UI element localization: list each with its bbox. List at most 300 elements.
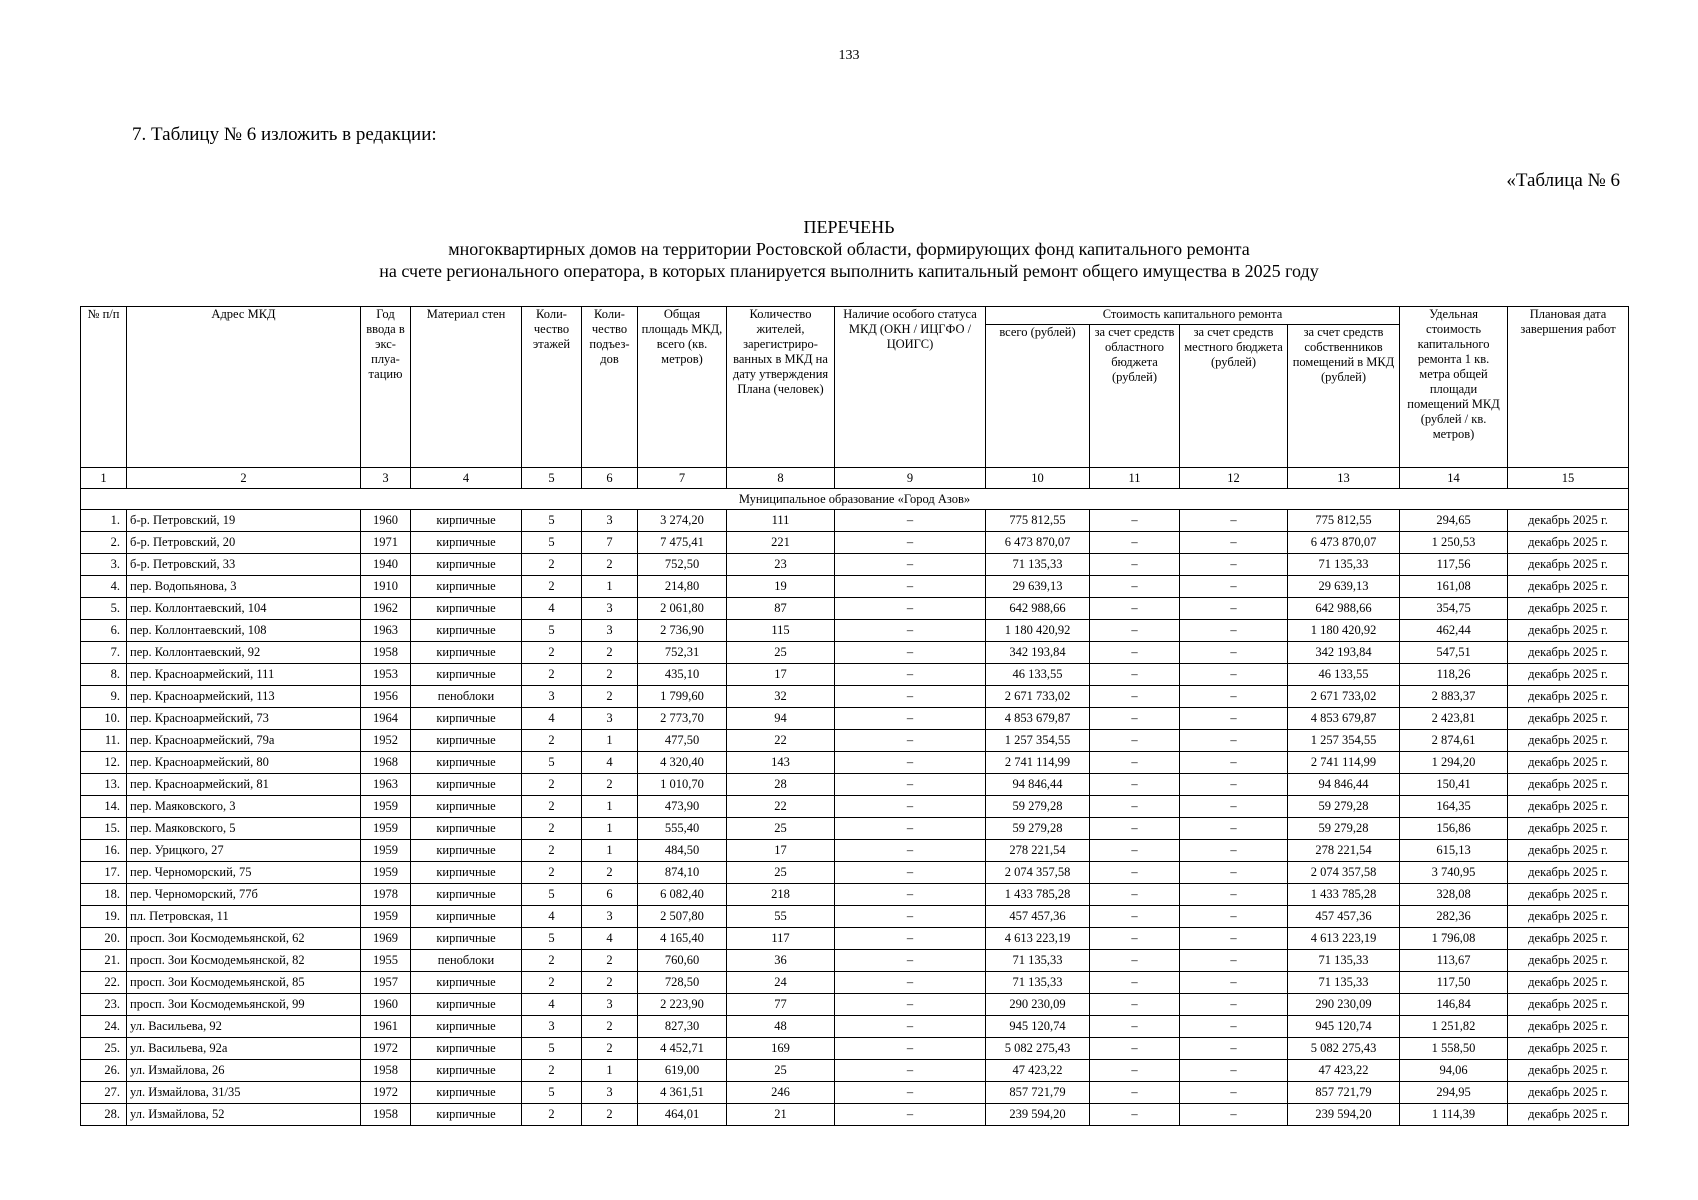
cell-cost-owners: 71 135,33 [1288, 950, 1400, 972]
cell-cost-owners: 642 988,66 [1288, 598, 1400, 620]
cell-area: 2 773,70 [638, 708, 727, 730]
cell-floors: 3 [522, 686, 582, 708]
intro-text: 7. Таблицу № 6 изложить в редакции: [132, 124, 437, 145]
cell-material: кирпичные [411, 1038, 522, 1060]
cell-address: ул. Васильева, 92а [127, 1038, 361, 1060]
cell-material: кирпичные [411, 554, 522, 576]
cell-cost-total: 239 594,20 [986, 1104, 1090, 1126]
cell-floors: 2 [522, 774, 582, 796]
header-cost-regional: за счет средств областного бюджета (рублей) [1090, 325, 1180, 468]
cell-status: – [835, 1104, 986, 1126]
cell-material: кирпичные [411, 994, 522, 1016]
cell-material: кирпичные [411, 532, 522, 554]
table-row [81, 774, 1629, 796]
cell-cost-regional: – [1090, 1104, 1180, 1126]
cell-cost-total: 71 135,33 [986, 554, 1090, 576]
cell-cost-total: 4 853 679,87 [986, 708, 1090, 730]
table-row [81, 1016, 1629, 1038]
cell-cost-regional: – [1090, 1060, 1180, 1082]
cell-residents: 17 [727, 664, 835, 686]
cell-area: 214,80 [638, 576, 727, 598]
cell-unit-cost: 113,67 [1400, 950, 1508, 972]
cell-unit-cost: 164,35 [1400, 796, 1508, 818]
cell-address: просп. Зои Космодемьянской, 62 [127, 928, 361, 950]
cell-floors: 5 [522, 752, 582, 774]
cell-floors: 4 [522, 906, 582, 928]
cell-cost-local: – [1180, 906, 1288, 928]
cell-cost-owners: 2 671 733,02 [1288, 686, 1400, 708]
cell-entrances: 2 [582, 554, 638, 576]
cell-cost-total: 59 279,28 [986, 796, 1090, 818]
header-year: Год ввода в экс-плуа-тацию [361, 307, 411, 468]
column-number: 9 [835, 468, 986, 489]
cell-cost-local: – [1180, 576, 1288, 598]
cell-floors: 5 [522, 884, 582, 906]
column-number: 8 [727, 468, 835, 489]
table-row [81, 906, 1629, 928]
cell-year: 1972 [361, 1082, 411, 1104]
cell-row-num: 8. [81, 664, 127, 686]
cell-address: пер. Красноармейский, 111 [127, 664, 361, 686]
cell-cost-regional: – [1090, 796, 1180, 818]
cell-address: пер. Черноморский, 77б [127, 884, 361, 906]
cell-address: пер. Коллонтаевский, 108 [127, 620, 361, 642]
cell-year: 1958 [361, 642, 411, 664]
cell-entrances: 2 [582, 972, 638, 994]
cell-floors: 4 [522, 994, 582, 1016]
cell-row-num: 10. [81, 708, 127, 730]
cell-cost-local: – [1180, 532, 1288, 554]
cell-completion: декабрь 2025 г. [1508, 554, 1629, 576]
cell-address: пер. Черноморский, 75 [127, 862, 361, 884]
cell-row-num: 13. [81, 774, 127, 796]
cell-cost-local: – [1180, 818, 1288, 840]
cell-floors: 2 [522, 642, 582, 664]
cell-residents: 24 [727, 972, 835, 994]
cell-area: 619,00 [638, 1060, 727, 1082]
cell-row-num: 23. [81, 994, 127, 1016]
cell-material: кирпичные [411, 1060, 522, 1082]
cell-area: 4 452,71 [638, 1038, 727, 1060]
cell-cost-total: 1 433 785,28 [986, 884, 1090, 906]
cell-residents: 48 [727, 1016, 835, 1038]
cell-material: кирпичные [411, 796, 522, 818]
cell-year: 1959 [361, 840, 411, 862]
cell-unit-cost: 156,86 [1400, 818, 1508, 840]
column-number: 5 [522, 468, 582, 489]
cell-row-num: 15. [81, 818, 127, 840]
cell-area: 4 320,40 [638, 752, 727, 774]
cell-cost-local: – [1180, 972, 1288, 994]
cell-completion: декабрь 2025 г. [1508, 1060, 1629, 1082]
cell-address: ул. Измайлова, 26 [127, 1060, 361, 1082]
cell-area: 3 274,20 [638, 510, 727, 532]
cell-row-num: 1. [81, 510, 127, 532]
cell-status: – [835, 598, 986, 620]
cell-entrances: 2 [582, 862, 638, 884]
cell-cost-local: – [1180, 950, 1288, 972]
cell-year: 1978 [361, 884, 411, 906]
column-number: 2 [127, 468, 361, 489]
cell-address: просп. Зои Космодемьянской, 99 [127, 994, 361, 1016]
table-row [81, 730, 1629, 752]
cell-floors: 5 [522, 1082, 582, 1104]
heading-line-2: многоквартирных домов на территории Ростовской области, формирующих фонд капитального ремонта [448, 239, 1250, 259]
cell-cost-owners: 2 074 357,58 [1288, 862, 1400, 884]
cell-residents: 169 [727, 1038, 835, 1060]
cell-year: 1955 [361, 950, 411, 972]
cell-cost-total: 457 457,36 [986, 906, 1090, 928]
cell-year: 1972 [361, 1038, 411, 1060]
cell-status: – [835, 686, 986, 708]
cell-cost-total: 46 133,55 [986, 664, 1090, 686]
cell-cost-regional: – [1090, 598, 1180, 620]
cell-floors: 2 [522, 972, 582, 994]
cell-year: 1963 [361, 774, 411, 796]
table-row [81, 928, 1629, 950]
cell-status: – [835, 1016, 986, 1038]
cell-cost-regional: – [1090, 532, 1180, 554]
cell-unit-cost: 462,44 [1400, 620, 1508, 642]
cell-completion: декабрь 2025 г. [1508, 598, 1629, 620]
cell-unit-cost: 615,13 [1400, 840, 1508, 862]
cell-material: кирпичные [411, 598, 522, 620]
cell-cost-owners: 6 473 870,07 [1288, 532, 1400, 554]
cell-cost-regional: – [1090, 1082, 1180, 1104]
cell-residents: 221 [727, 532, 835, 554]
cell-unit-cost: 328,08 [1400, 884, 1508, 906]
cell-completion: декабрь 2025 г. [1508, 1016, 1629, 1038]
cell-entrances: 2 [582, 664, 638, 686]
cell-cost-regional: – [1090, 576, 1180, 598]
cell-entrances: 4 [582, 752, 638, 774]
cell-floors: 5 [522, 510, 582, 532]
cell-floors: 2 [522, 1104, 582, 1126]
cell-floors: 2 [522, 950, 582, 972]
cell-status: – [835, 774, 986, 796]
cell-cost-local: – [1180, 884, 1288, 906]
table-row [81, 972, 1629, 994]
cell-row-num: 6. [81, 620, 127, 642]
cell-cost-owners: 59 279,28 [1288, 796, 1400, 818]
cell-status: – [835, 972, 986, 994]
cell-area: 555,40 [638, 818, 727, 840]
cell-unit-cost: 1 796,08 [1400, 928, 1508, 950]
cell-row-num: 18. [81, 884, 127, 906]
cell-completion: декабрь 2025 г. [1508, 950, 1629, 972]
cell-row-num: 14. [81, 796, 127, 818]
cell-row-num: 11. [81, 730, 127, 752]
table-row [81, 620, 1629, 642]
table-row [81, 840, 1629, 862]
cell-address: ул. Измайлова, 52 [127, 1104, 361, 1126]
cell-cost-owners: 46 133,55 [1288, 664, 1400, 686]
cell-year: 1962 [361, 598, 411, 620]
cell-row-num: 20. [81, 928, 127, 950]
cell-cost-local: – [1180, 642, 1288, 664]
cell-cost-regional: – [1090, 708, 1180, 730]
cell-row-num: 19. [81, 906, 127, 928]
cell-material: кирпичные [411, 1016, 522, 1038]
page-number: 133 [838, 48, 860, 63]
cell-material: кирпичные [411, 972, 522, 994]
header-floors: Коли-чество этажей [522, 307, 582, 468]
cell-cost-total: 2 741 114,99 [986, 752, 1090, 774]
cell-row-num: 22. [81, 972, 127, 994]
table-row [81, 708, 1629, 730]
table-row [81, 862, 1629, 884]
header-area: Общая площадь МКД, всего (кв. метров) [638, 307, 727, 468]
cell-completion: декабрь 2025 г. [1508, 708, 1629, 730]
cell-completion: декабрь 2025 г. [1508, 1104, 1629, 1126]
cell-entrances: 2 [582, 1016, 638, 1038]
cell-area: 1 799,60 [638, 686, 727, 708]
cell-cost-owners: 47 423,22 [1288, 1060, 1400, 1082]
cell-area: 4 165,40 [638, 928, 727, 950]
cell-unit-cost: 547,51 [1400, 642, 1508, 664]
cell-residents: 25 [727, 1060, 835, 1082]
cell-year: 1964 [361, 708, 411, 730]
column-number: 13 [1288, 468, 1400, 489]
cell-completion: декабрь 2025 г. [1508, 642, 1629, 664]
cell-area: 473,90 [638, 796, 727, 818]
cell-floors: 5 [522, 620, 582, 642]
cell-unit-cost: 117,50 [1400, 972, 1508, 994]
table-row [81, 1082, 1629, 1104]
cell-cost-regional: – [1090, 906, 1180, 928]
cell-cost-owners: 1 433 785,28 [1288, 884, 1400, 906]
cell-completion: декабрь 2025 г. [1508, 906, 1629, 928]
cell-completion: декабрь 2025 г. [1508, 840, 1629, 862]
header-completion: Плановая дата завершения работ [1508, 307, 1629, 468]
cell-area: 752,50 [638, 554, 727, 576]
cell-floors: 2 [522, 1060, 582, 1082]
cell-residents: 32 [727, 686, 835, 708]
cell-floors: 2 [522, 818, 582, 840]
cell-area: 760,60 [638, 950, 727, 972]
cell-cost-total: 71 135,33 [986, 950, 1090, 972]
cell-status: – [835, 950, 986, 972]
cell-row-num: 3. [81, 554, 127, 576]
column-number: 14 [1400, 468, 1508, 489]
header-cost-total: всего (рублей) [986, 325, 1090, 468]
cell-entrances: 6 [582, 884, 638, 906]
cell-status: – [835, 620, 986, 642]
cell-completion: декабрь 2025 г. [1508, 972, 1629, 994]
cell-cost-local: – [1180, 796, 1288, 818]
cell-residents: 22 [727, 796, 835, 818]
cell-year: 1971 [361, 532, 411, 554]
cell-year: 1956 [361, 686, 411, 708]
cell-address: пер. Красноармейский, 81 [127, 774, 361, 796]
cell-unit-cost: 117,56 [1400, 554, 1508, 576]
cell-unit-cost: 354,75 [1400, 598, 1508, 620]
cell-cost-owners: 71 135,33 [1288, 554, 1400, 576]
cell-address: пер. Красноармейский, 80 [127, 752, 361, 774]
cell-unit-cost: 1 114,39 [1400, 1104, 1508, 1126]
cell-material: кирпичные [411, 752, 522, 774]
cell-cost-regional: – [1090, 1016, 1180, 1038]
cell-material: кирпичные [411, 730, 522, 752]
cell-address: пер. Маяковского, 3 [127, 796, 361, 818]
cell-completion: декабрь 2025 г. [1508, 884, 1629, 906]
cell-cost-regional: – [1090, 664, 1180, 686]
header-cost-group: Стоимость капитального ремонта [986, 307, 1400, 325]
cell-cost-local: – [1180, 840, 1288, 862]
cell-cost-local: – [1180, 752, 1288, 774]
cell-cost-owners: 59 279,28 [1288, 818, 1400, 840]
header-status: Наличие особого статуса МКД (ОКН / ИЦГФО / ЦОИГС) [835, 307, 986, 468]
cell-year: 1910 [361, 576, 411, 598]
cell-status: – [835, 664, 986, 686]
cell-cost-total: 945 120,74 [986, 1016, 1090, 1038]
cell-entrances: 2 [582, 774, 638, 796]
cell-year: 1968 [361, 752, 411, 774]
cell-cost-total: 775 812,55 [986, 510, 1090, 532]
column-number: 7 [638, 468, 727, 489]
cell-cost-regional: – [1090, 994, 1180, 1016]
cell-floors: 2 [522, 840, 582, 862]
cell-completion: декабрь 2025 г. [1508, 1082, 1629, 1104]
cell-cost-local: – [1180, 862, 1288, 884]
cell-cost-total: 342 193,84 [986, 642, 1090, 664]
cell-unit-cost: 1 294,20 [1400, 752, 1508, 774]
cell-residents: 25 [727, 642, 835, 664]
cell-residents: 19 [727, 576, 835, 598]
column-number: 4 [411, 468, 522, 489]
cell-year: 1959 [361, 818, 411, 840]
cell-status: – [835, 532, 986, 554]
cell-completion: декабрь 2025 г. [1508, 752, 1629, 774]
table-row [81, 1104, 1629, 1126]
cell-row-num: 7. [81, 642, 127, 664]
cell-entrances: 1 [582, 840, 638, 862]
cell-material: кирпичные [411, 620, 522, 642]
cell-completion: декабрь 2025 г. [1508, 686, 1629, 708]
cell-address: пер. Коллонтаевский, 92 [127, 642, 361, 664]
table-row [81, 642, 1629, 664]
cell-cost-local: – [1180, 994, 1288, 1016]
cell-status: – [835, 1038, 986, 1060]
cell-row-num: 4. [81, 576, 127, 598]
cell-material: кирпичные [411, 708, 522, 730]
cell-floors: 2 [522, 796, 582, 818]
cell-status: – [835, 840, 986, 862]
column-number: 11 [1090, 468, 1180, 489]
cell-row-num: 9. [81, 686, 127, 708]
cell-year: 1960 [361, 994, 411, 1016]
cell-unit-cost: 161,08 [1400, 576, 1508, 598]
cell-cost-local: – [1180, 708, 1288, 730]
cell-cost-local: – [1180, 686, 1288, 708]
cell-unit-cost: 94,06 [1400, 1060, 1508, 1082]
cell-unit-cost: 150,41 [1400, 774, 1508, 796]
cell-material: кирпичные [411, 510, 522, 532]
cell-year: 1952 [361, 730, 411, 752]
cell-entrances: 2 [582, 1038, 638, 1060]
cell-residents: 36 [727, 950, 835, 972]
cell-area: 827,30 [638, 1016, 727, 1038]
table-reference: «Таблица № 6 [1506, 170, 1620, 191]
cell-cost-regional: – [1090, 840, 1180, 862]
cell-cost-owners: 857 721,79 [1288, 1082, 1400, 1104]
cell-cost-owners: 5 082 275,43 [1288, 1038, 1400, 1060]
cell-entrances: 1 [582, 1060, 638, 1082]
cell-address: пер. Красноармейский, 79а [127, 730, 361, 752]
cell-address: пер. Красноармейский, 113 [127, 686, 361, 708]
cell-residents: 111 [727, 510, 835, 532]
cell-material: кирпичные [411, 1104, 522, 1126]
cell-residents: 143 [727, 752, 835, 774]
cell-status: – [835, 510, 986, 532]
column-number: 1 [81, 468, 127, 489]
cell-status: – [835, 1082, 986, 1104]
cell-completion: декабрь 2025 г. [1508, 862, 1629, 884]
cell-status: – [835, 994, 986, 1016]
cell-cost-regional: – [1090, 928, 1180, 950]
cell-row-num: 24. [81, 1016, 127, 1038]
cell-residents: 77 [727, 994, 835, 1016]
cell-address: пер. Коллонтаевский, 104 [127, 598, 361, 620]
cell-cost-regional: – [1090, 862, 1180, 884]
cell-row-num: 28. [81, 1104, 127, 1126]
buildings-table [80, 306, 1629, 1126]
cell-year: 1960 [361, 510, 411, 532]
cell-address: пер. Водопьянова, 3 [127, 576, 361, 598]
cell-area: 4 361,51 [638, 1082, 727, 1104]
header-material: Материал стен [411, 307, 522, 468]
cell-residents: 25 [727, 862, 835, 884]
cell-completion: декабрь 2025 г. [1508, 730, 1629, 752]
cell-residents: 22 [727, 730, 835, 752]
cell-cost-total: 71 135,33 [986, 972, 1090, 994]
cell-entrances: 2 [582, 686, 638, 708]
cell-unit-cost: 1 250,53 [1400, 532, 1508, 554]
cell-unit-cost: 3 740,95 [1400, 862, 1508, 884]
cell-row-num: 17. [81, 862, 127, 884]
table-row [81, 686, 1629, 708]
cell-material: кирпичные [411, 884, 522, 906]
cell-area: 2 507,80 [638, 906, 727, 928]
cell-completion: декабрь 2025 г. [1508, 1038, 1629, 1060]
cell-cost-local: – [1180, 1038, 1288, 1060]
table-row [81, 1038, 1629, 1060]
cell-area: 752,31 [638, 642, 727, 664]
table-row [81, 664, 1629, 686]
cell-cost-regional: – [1090, 1038, 1180, 1060]
cell-cost-local: – [1180, 928, 1288, 950]
header-entrances: Коли-чество подъез-дов [582, 307, 638, 468]
cell-residents: 246 [727, 1082, 835, 1104]
cell-cost-local: – [1180, 554, 1288, 576]
cell-entrances: 3 [582, 906, 638, 928]
cell-floors: 2 [522, 576, 582, 598]
header-cost-local: за счет средств местного бюджета (рублей) [1180, 325, 1288, 468]
header-cost-owners: за счет средств собственников помещений в МКД (рублей) [1288, 325, 1400, 468]
cell-area: 728,50 [638, 972, 727, 994]
table-row [81, 796, 1629, 818]
cell-cost-total: 278 221,54 [986, 840, 1090, 862]
cell-address: просп. Зои Космодемьянской, 85 [127, 972, 361, 994]
cell-cost-regional: – [1090, 950, 1180, 972]
cell-residents: 21 [727, 1104, 835, 1126]
cell-area: 477,50 [638, 730, 727, 752]
cell-cost-total: 1 257 354,55 [986, 730, 1090, 752]
cell-address: ул. Васильева, 92 [127, 1016, 361, 1038]
cell-residents: 17 [727, 840, 835, 862]
cell-unit-cost: 1 251,82 [1400, 1016, 1508, 1038]
cell-completion: декабрь 2025 г. [1508, 620, 1629, 642]
